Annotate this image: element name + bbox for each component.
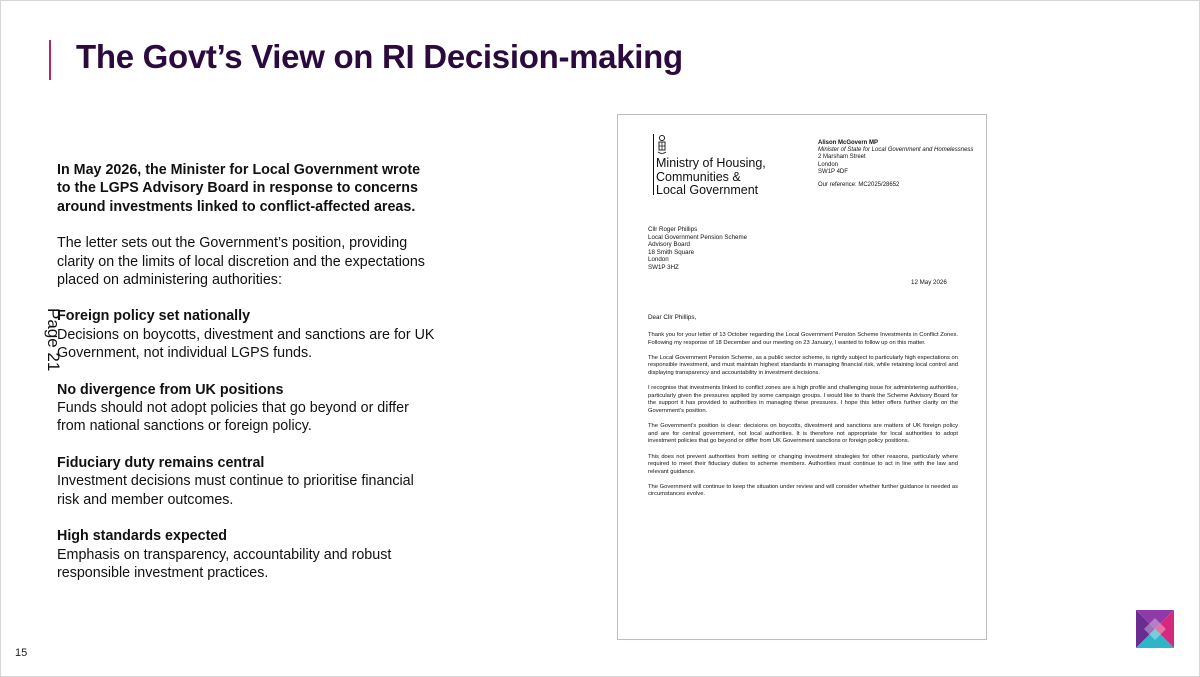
letter-paragraph: Thank you for your letter of 13 October regarding the Local Government Pension Scheme Investments in Conflict Zones. Following my response of 18 December and our meeting on 23 January, I wanted to follow up on this matter. bbox=[648, 332, 958, 346]
letter-salutation: Dear Cllr Phillips, bbox=[648, 314, 697, 321]
letter-paragraph: I recognise that investments linked to conflict zones are a high profile and challenging issue for administering authorities, particularly given the pressures applied by some campaign groups. I would like to thank the Scheme Advisory Board for the support it has provided to authorities in managing these pressures. I hope this letter offers further clarity on the Government’s position. bbox=[648, 385, 958, 414]
ministry-line: Local Government bbox=[656, 183, 759, 197]
sender-address-line: London bbox=[818, 161, 839, 168]
letter-body bbox=[648, 332, 958, 507]
key-point bbox=[57, 307, 437, 362]
page-stamp: Page 21 bbox=[44, 308, 63, 372]
ministry-line: Ministry of Housing, bbox=[656, 156, 766, 170]
recipient-line: SW1P 3HZ bbox=[648, 263, 679, 271]
sender-address-line: SW1P 4DF bbox=[818, 168, 848, 175]
key-point-title: No divergence from UK positions bbox=[57, 381, 284, 398]
key-point-text: Investment decisions must continue to prioritise financial risk and member outcomes. bbox=[57, 473, 414, 508]
key-point-title: High standards expected bbox=[57, 528, 228, 545]
recipient-line: Advisory Board bbox=[648, 241, 690, 249]
key-point-text: Emphasis on transparency, accountability and robust responsible investment practices. bbox=[57, 546, 392, 581]
key-point-text: Decisions on boycotts, divestment and sanctions are for UK Government, not individual LGPS funds. bbox=[57, 326, 435, 362]
sender-block bbox=[818, 140, 978, 189]
key-point bbox=[57, 527, 437, 582]
letter-paragraph: The Government’s position is clear: decisions on boycotts, divestment and sanctions are matters of UK foreign policy and are for central government, not local authorities. It is therefore not appropriate for local authorities to adopt investment policies that go beyond or differ from UK Government sanctions or foreign policy positions. bbox=[648, 423, 958, 445]
brand-logo-icon bbox=[1136, 610, 1174, 648]
key-point bbox=[57, 454, 437, 509]
title-accent-bar bbox=[49, 40, 51, 80]
recipient-line: Cllr Roger Phillips bbox=[648, 226, 698, 233]
sender-address-line: 2 Marsham Street bbox=[818, 154, 866, 161]
recipient-line: Local Government Pension Scheme bbox=[648, 233, 748, 241]
letter-date: 12 May 2026 bbox=[911, 279, 947, 286]
sender-role: Minister of State for Local Government and Homelessness bbox=[818, 147, 974, 154]
key-point-title: Fiduciary duty remains central bbox=[57, 454, 265, 471]
letter-image bbox=[617, 114, 987, 640]
slide-title: The Govt’s View on RI Decision-making bbox=[76, 38, 683, 75]
key-point-title: Foreign policy set nationally bbox=[57, 308, 251, 325]
summary-column bbox=[57, 161, 437, 582]
letter-paragraph: This does not prevent authorities from setting or changing investment strategies for other reasons, particularly where required to meet their fiduciary duties to scheme members. Authorities must continue to act in line with the law and relevant guidance. bbox=[648, 453, 958, 475]
slide-number: 15 bbox=[15, 647, 28, 659]
recipient-line: 18 Smith Square bbox=[648, 248, 695, 256]
crest-divider bbox=[653, 134, 654, 195]
royal-crest-icon bbox=[657, 134, 667, 157]
recipient-line: London bbox=[648, 256, 669, 264]
letter-paragraph: The Government will continue to keep the situation under review and will consider whether further guidance is needed as circumstances evolve. bbox=[648, 483, 958, 498]
intro-bold-text: In May 2026, the Minister for Local Government wrote to the LGPS Advisory Board in response to concerns around investments linked to conflict-affected areas. bbox=[57, 162, 421, 215]
intro-text: The letter sets out the Government’s position, providing clarity on the limits of local discretion and the expectations placed on administering authorities: bbox=[57, 235, 425, 289]
recipient-block bbox=[648, 226, 747, 272]
sender-reference: Our reference: MC2025/28652 bbox=[818, 182, 900, 189]
letter-paragraph: The Local Government Pension Scheme, as a public sector scheme, is rightly subject to particularly high expectations on responsible investment, and must maintain highest standards in managing financial risk, while retaining local control and displaying transparency and accountability in investment decisions. bbox=[648, 354, 958, 376]
ministry-line: Communities & bbox=[656, 169, 741, 184]
sender-name: Alison McGovern MP bbox=[818, 140, 879, 146]
key-point bbox=[57, 381, 437, 436]
ministry-name bbox=[656, 157, 766, 198]
key-point-text: Funds should not adopt policies that go beyond or differ from national sanctions or foreign policy. bbox=[57, 400, 409, 435]
